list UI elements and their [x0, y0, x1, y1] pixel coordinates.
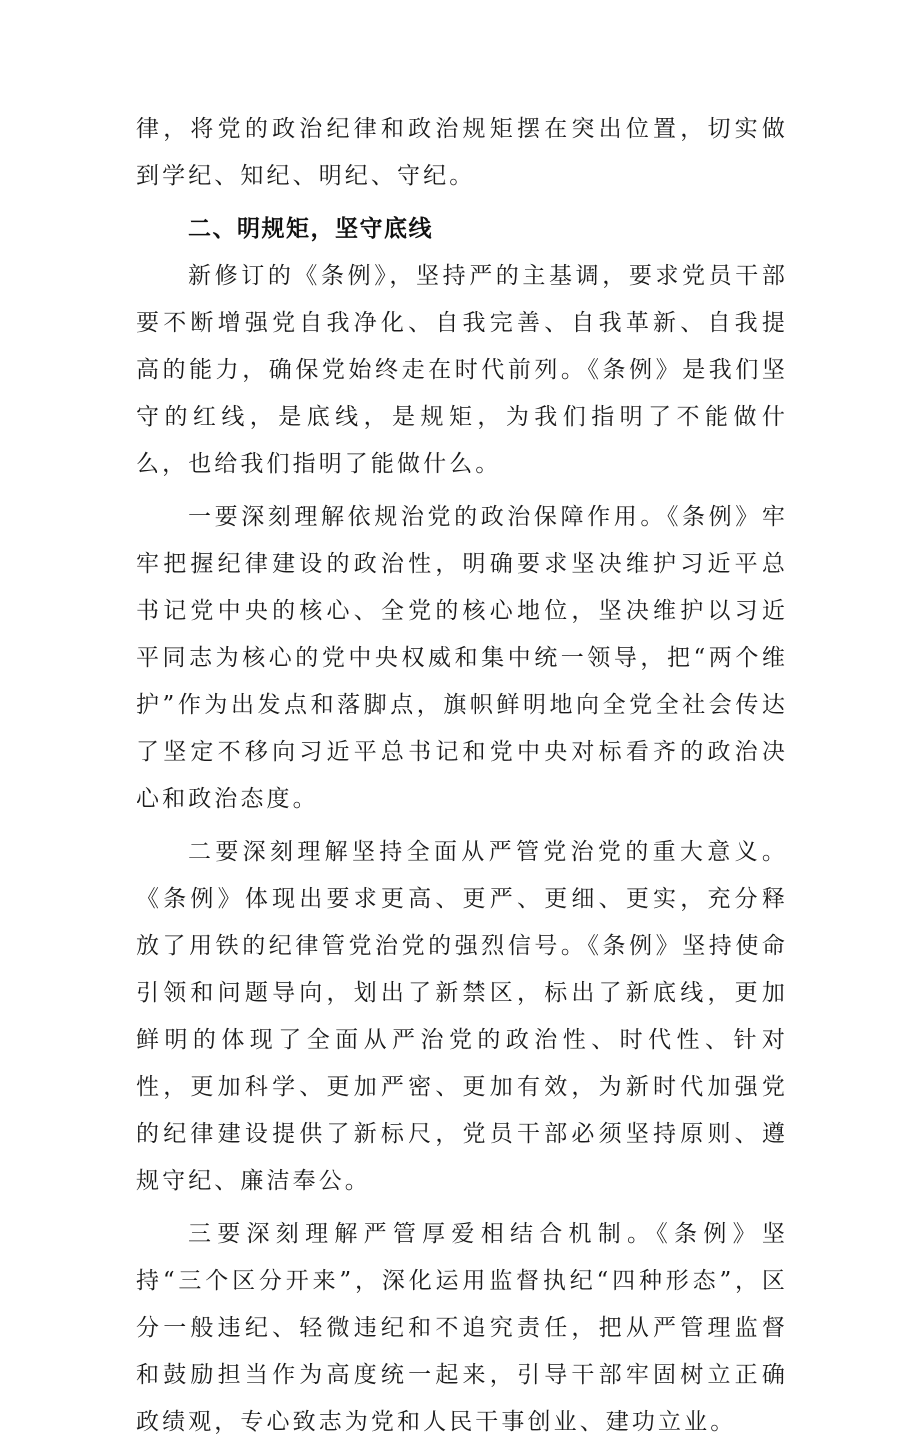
paragraph-point-one: 一要深刻理解依规治党的政治保障作用。《条例》牢牢把握纪律建设的政治性，明确要求坚决维护习近平总书记党中央的核心、全党的核心地位，坚决维护以习近平同志为核心的党中央权威和集中统一领导，把“两个维护”作为出发点和落脚点，旗帜鲜明地向全党全社会传达了坚定不移向习近平总书记和党中央对标看齐的政治决心和政治态度。 — [136, 504, 788, 812]
paragraph-continuation: 律，将党的政治纪律和政治规矩摆在突出位置，切实做到学纪、知纪、明纪、守纪。 — [136, 116, 788, 189]
paragraph-point-two: 二要深刻理解坚持全面从严管党治党的重大意义。《条例》体现出要求更高、更严、更细、更实，充分释放了用铁的纪律管党治党的强烈信号。《条例》坚持使命引领和问题导向，划出了新禁区，标出了新底线，更加鲜明的体现了全面从严治党的政治性、时代性、针对性，更加科学、更加严密、更加有效，为新时代加强党的纪律建设提供了新标尺，党员干部必须坚持原则、遵规守纪、廉洁奉公。 — [136, 839, 788, 1194]
paragraph-point-three: 三要深刻理解严管厚爱相结合机制。《条例》坚持“三个区分开来”，深化运用监督执纪“四种形态”，区分一般违纪、轻微违纪和不追究责任，把从严管理监督和鼓励担当作为高度统一起来，引导干部牢固树立正确政绩观，专心致志为党和人民干事创业、建功立业。 — [136, 1221, 788, 1435]
document-page — [136, 106, 788, 1446]
section-heading: 二、明规矩，坚守底线 — [188, 216, 433, 242]
paragraph-intro: 新修订的《条例》，坚持严的主基调，要求党员干部要不断增强党自我净化、自我完善、自我革新、自我提高的能力，确保党始终走在时代前列。《条例》是我们坚守的红线，是底线，是规矩，为我们指明了不能做什么，也给我们指明了能做什么。 — [136, 263, 788, 477]
